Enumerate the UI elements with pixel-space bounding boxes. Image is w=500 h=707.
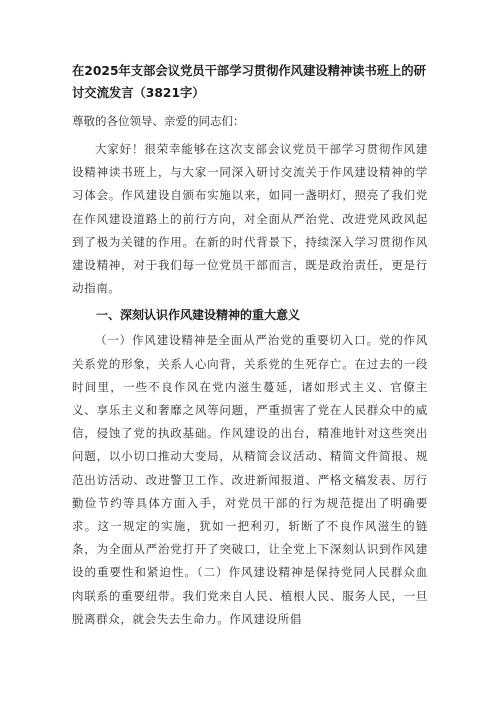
intro-paragraph: 大家好！很荣幸能够在这次支部会议党员干部学习贯彻作风建设精神读书班上，与大家一同深入研讨交流关于作风建设精神的学习体会。作风建设自颁布实施以来，如同一盏明灯，照亮了我们党在作风建设道路上的前行方向，对全面从严治党、改进党风政风起到了极为关键的作用。在新的时代背景下，持续深入学习贯彻作风建设精神，对于我们每一位党员干部而言，既是政治责任，更是行动指南。: [72, 142, 428, 296]
section-paragraph: （一）作风建设精神是全面从严治党的重要切入口。党的作风关系党的形象，关系人心向背，关系党的生死存亡。在过去的一段时间里，一些不良作风在党内滋生蔓延，诸如形式主义、官僚主义、享乐主义和奢靡之风等问题，严重损害了党在人民群众中的威信，侵蚀了党的执政基础。作风建设的出台，精准地针对这些突出问题，以小切口推动大变局，从精简会议活动、精简文件简报、规范出访活动、改进警卫工作、改进新闻报道、严格文稿发表、厉行勤俭节约等具体方面入手，对党员干部的行为规范提出了明确要求。这一规定的实施，犹如一把利刃，斩断了不良作风滋生的链条，为全面从严治党打开了突破口，让全党上下深刻认识到作风建设的重要性和紧迫性。（二）作风建设精神是保持党同人民群众血肉联系的重要纽带。我们党来自人民、植根人民、服务人民，一旦脱离群众，就会失去生命力。作风建设所倡: [72, 333, 428, 626]
section-heading: 一、深刻认识作风建设精神的重大意义: [96, 308, 301, 323]
salutation: 尊敬的各位领导、亲爱的同志们：: [72, 114, 245, 128]
document-title: 在2025年支部会议党员干部学习贯彻作风建设精神读书班上的研讨交流发言（3821字）: [72, 64, 426, 100]
